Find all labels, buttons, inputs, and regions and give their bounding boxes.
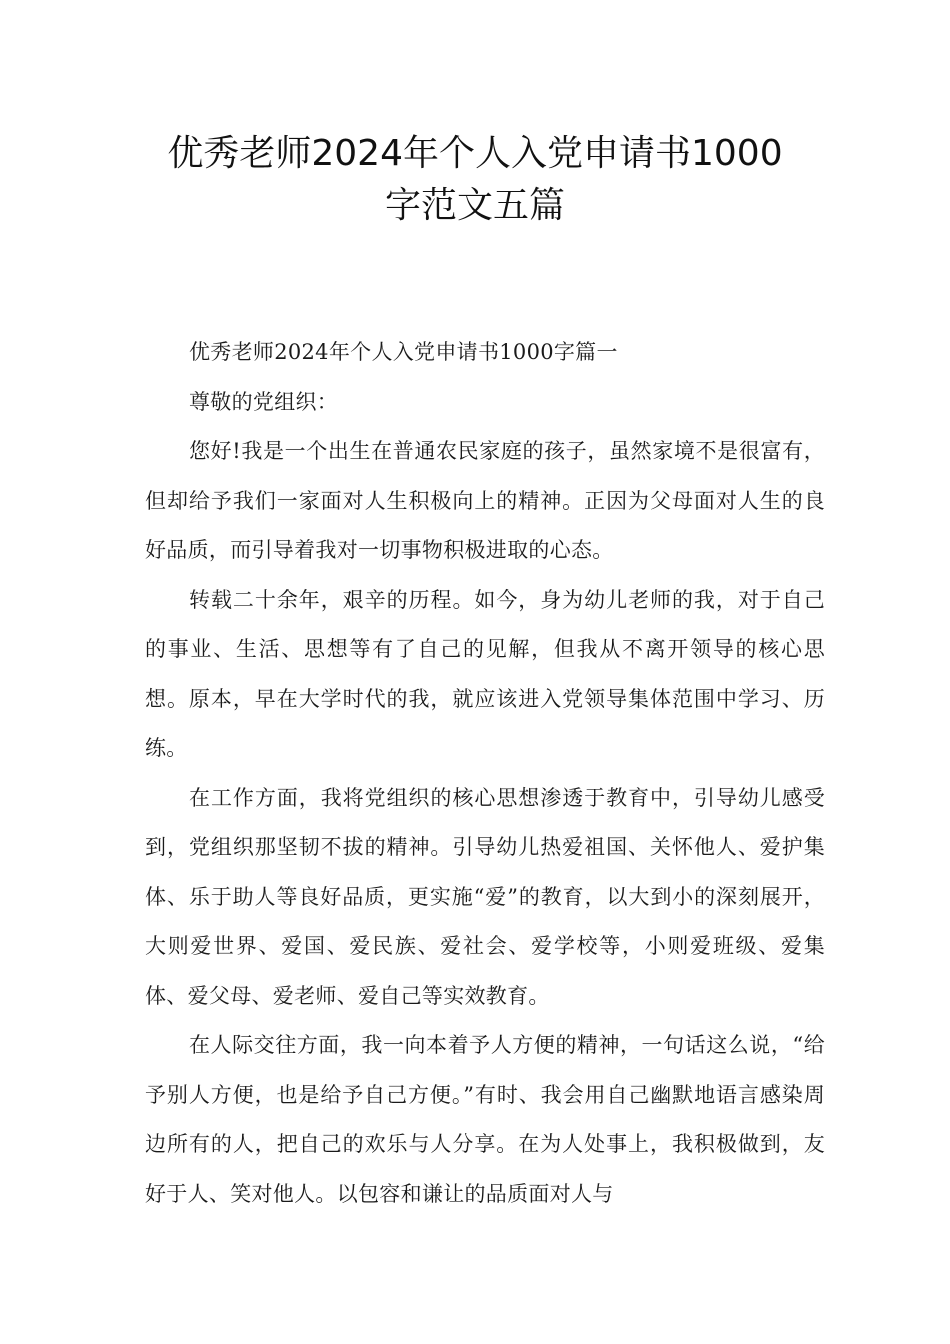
paragraph: 在人际交往方面，我一向本着予人方便的精神，一句话这么说，“给予别人方便，也是给予自己方便。”有时、我会用自己幽默地语言感染周边所有的人，把自己的欢乐与人分享。在为人处事上，我积极做到，友好于人、笑对他人。以包容和谦让的品质面对人与 bbox=[145, 1033, 825, 1206]
salutation: 尊敬的党组织： bbox=[189, 389, 339, 414]
document-body bbox=[145, 328, 825, 1219]
title-line-2: 字范文五篇 bbox=[384, 185, 565, 226]
title-line-1: 优秀老师2024年个人入党申请书1000 bbox=[167, 133, 783, 174]
document-title bbox=[120, 128, 830, 232]
paragraph: 转载二十余年，艰辛的历程。如今，身为幼儿老师的我，对于自己的事业、生活、思想等有了自己的见解，但我从不离开领导的核心思想。原本，早在大学时代的我，就应该进入党领导集体范围中学习、历练。 bbox=[145, 587, 825, 760]
section-heading: 优秀老师2024年个人入党申请书1000字篇一 bbox=[189, 340, 618, 364]
paragraph: 在工作方面，我将党组织的核心思想渗透于教育中，引导幼儿感受到，党组织那坚韧不拔的精神。引导幼儿热爱祖国、关怀他人、爱护集体、乐于助人等良好品质，更实施“爱”的教育，以大到小的深刻展开，大则爱世界、爱国、爱民族、爱社会、爱学校等，小则爱班级、爱集体、爱父母、爱老师、爱自己等实效教育。 bbox=[145, 785, 825, 1008]
paragraph: 您好!我是一个出生在普通农民家庭的孩子，虽然家境不是很富有，但却给予我们一家面对人生积极向上的精神。正因为父母面对人生的良好品质，而引导着我对一切事物积极进取的心态。 bbox=[145, 439, 825, 562]
